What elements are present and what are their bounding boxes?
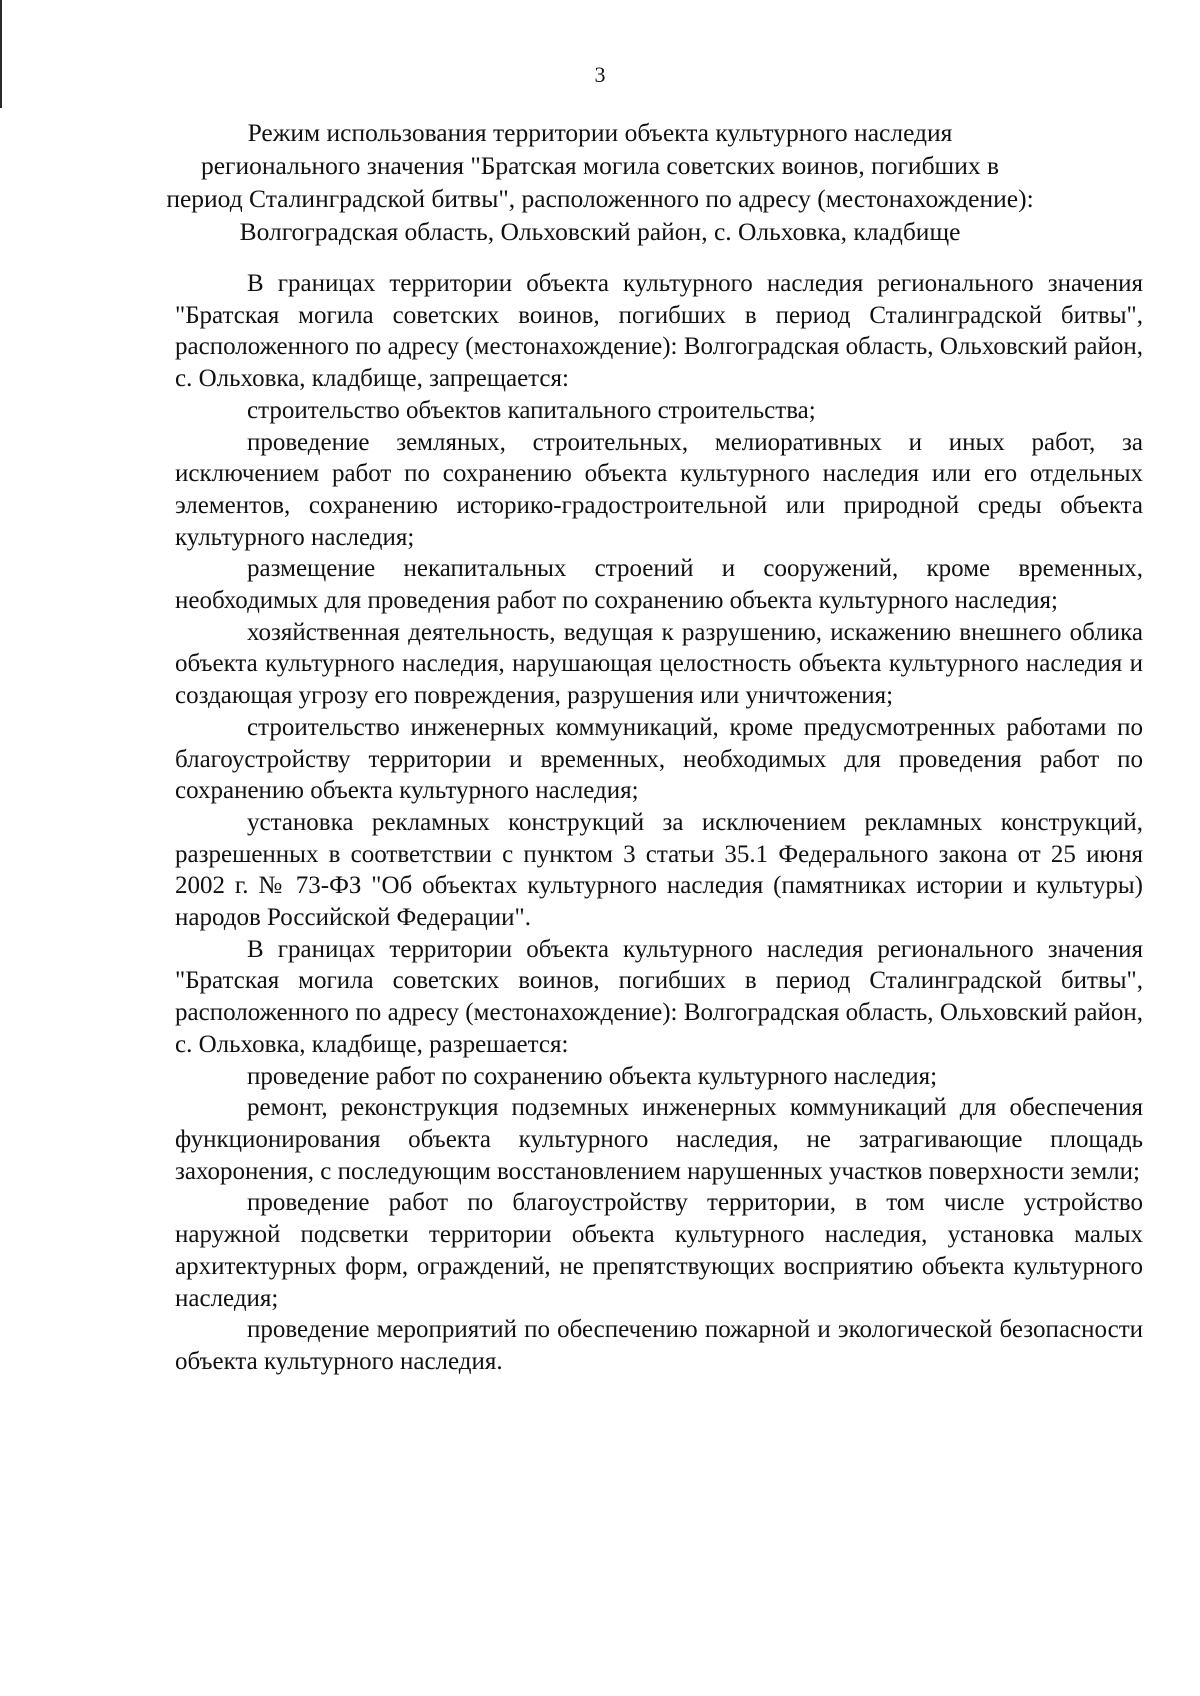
paragraph-item: установка рекламных конструкций за исключением рекламных конструкций, разрешенных в соответствии с пунктом 3 статьи 35.1 Федерального закона от 25 июня 2002 г. № 73-ФЗ "Об объектах культурного наследия (памятниках истории и культуры) народов Российской Федерации".: [175, 808, 1143, 932]
paragraph-item: строительство инженерных коммуникаций, кроме предусмотренных работами по благоустройству территории и временных, необходимых для проведения работ по сохранению объекта культурного наследия;: [175, 713, 1143, 805]
document-title: [160, 116, 1040, 248]
document-body: [175, 268, 1143, 1378]
page-number: 3: [594, 62, 606, 87]
paragraph-prohibited-intro: В границах территории объекта культурного наследия регионального значения "Братская могила советских воинов, погибших в период Сталинградской битвы", расположенного по адресу (местонахождение): Волгоградская область, Ольховский район, с. Ольховка, кладбище, запрещается:: [175, 270, 1143, 393]
title-line: период Сталинградской битвы", расположенного по адресу (местонахождение):: [166, 184, 1034, 213]
paragraph-item: проведение работ по благоустройству территории, в том числе устройство наружной подсветки территории объекта культурного наследия, установка малых архитектурных форм, ограждений, не препятствующих восприятию объекта культурного наследия;: [175, 1189, 1143, 1312]
title-line: Волгоградская область, Ольховский район, с. Ольховка, кладбище: [239, 217, 961, 246]
title-line: регионального значения "Братская могила советских воинов, погибших в: [200, 151, 1000, 180]
title-line: Режим использования территории объекта культурного наследия: [247, 118, 953, 147]
paragraph-item: ремонт, реконструкция подземных инженерных коммуникаций для обеспечения функционирования объекта культурного наследия, не затрагивающие площадь захоронения, с последующим восстановлением нарушенных участков поверхности земли;: [175, 1094, 1143, 1185]
paragraph-item: хозяйственная деятельность, ведущая к разрушению, искажению внешнего облика объекта культурного наследия, нарушающая целостность объекта культурного наследия и создающая угрозу его повреждения, разрушения или уничтожения;: [175, 618, 1143, 710]
paragraph-item: проведение мероприятий по обеспечению пожарной и экологической безопасности объекта культурного наследия.: [175, 1316, 1143, 1375]
paragraph-permitted-intro: В границах территории объекта культурного наследия регионального значения "Братская могила советских воинов, погибших в период Сталинградской битвы", расположенного по адресу (местонахождение): Волгоградская область, Ольховский район, с. Ольховка, кладбище, разрешается:: [175, 935, 1143, 1058]
paragraph-item: проведение работ по сохранению объекта культурного наследия;: [247, 1062, 938, 1090]
paragraph-item: размещение некапитальных строений и сооружений, кроме временных, необходимых для проведения работ по сохранению объекта культурного наследия;: [175, 555, 1143, 615]
paragraph-item: проведение земляных, строительных, мелиоративных и иных работ, за исключением работ по сохранению объекта культурного наследия или его отдельных элементов, сохранению историко-градостроительной или природной среды объекта культурного наследия;: [175, 428, 1143, 551]
paragraph-item: строительство объектов капитального строительства;: [247, 396, 816, 424]
scan-edge-mark: [0, 0, 2, 108]
